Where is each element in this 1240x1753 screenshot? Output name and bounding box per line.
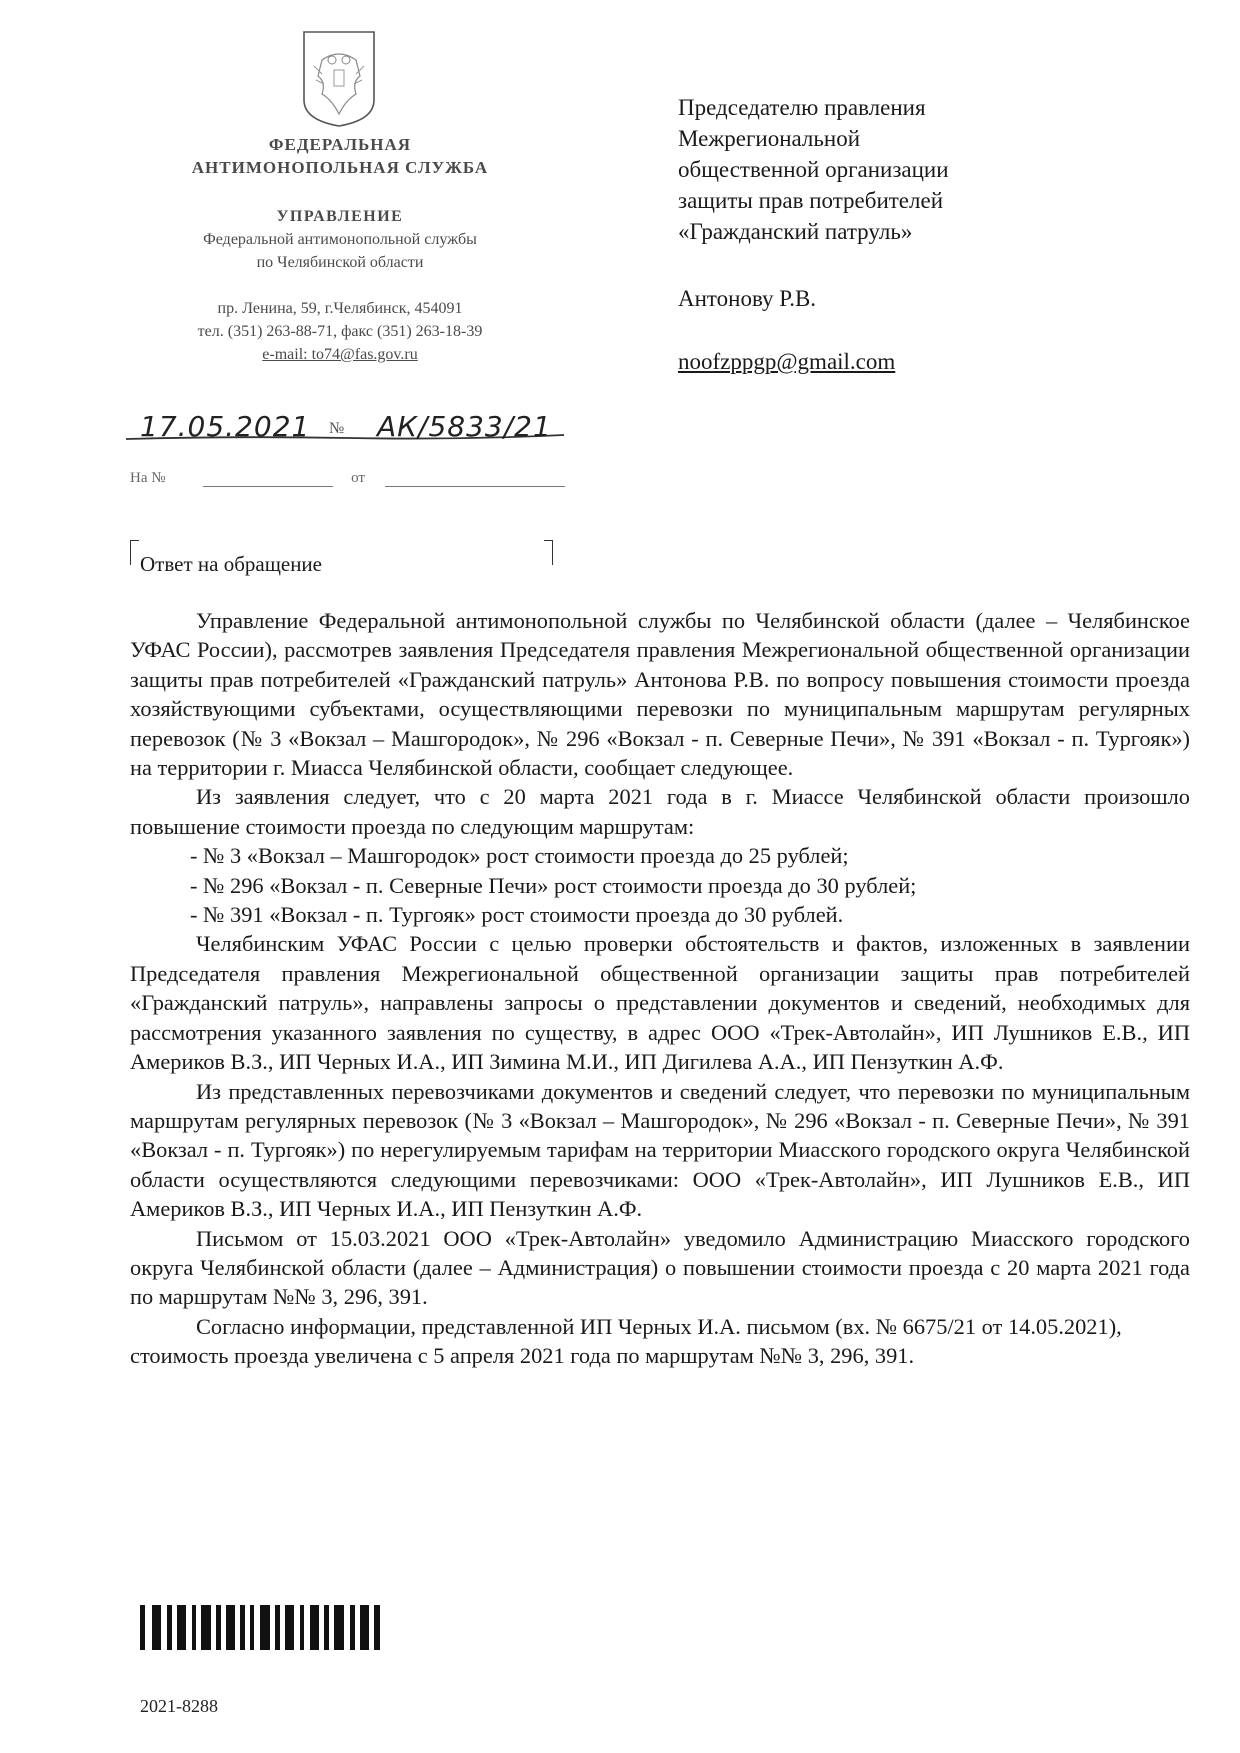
sender-dept-title: УПРАВЛЕНИЕ xyxy=(276,208,404,225)
addressee-line: защиты прав потребителей xyxy=(678,188,944,213)
coat-of-arms-emblem xyxy=(300,30,378,128)
sender-organization xyxy=(140,133,540,179)
registration-number-sign: № xyxy=(329,420,345,437)
sender-department xyxy=(140,205,540,274)
ref-number-blank xyxy=(203,472,333,487)
sender-phone: тел. (351) 263-88-71, факс (351) 263-18-39 xyxy=(197,323,483,340)
addressee-line: Председателю правления xyxy=(678,95,926,120)
ref-label: На № xyxy=(130,470,166,486)
barcode-icon xyxy=(140,1605,380,1650)
addressee-line: общественной организации xyxy=(678,157,949,182)
addressee-line: Межрегиональной xyxy=(678,126,861,151)
sender-dept-line: Федеральной антимонопольной службы xyxy=(203,231,477,248)
body-paragraph: Письмом от 15.03.2021 ООО «Трек-Автолайн» уведомило Администрацию Миасского городского округа Челябинской области (далее – Администрация) о повышении стоимости проезда с 20 марта 2021 года по маршрутам №№ 3, 296, 391. xyxy=(130,1225,1190,1310)
registration-number: АК/5833/21 xyxy=(377,410,552,443)
letter-subject: Ответ на обращение xyxy=(140,552,322,576)
addressee-name: Антонову Р.В. xyxy=(678,286,817,311)
subject-corner-right xyxy=(544,540,553,565)
sender-email: e-mail: to74@fas.gov.ru xyxy=(262,346,418,363)
body-paragraph: Согласно информации, представленной ИП Черных И.А. письмом (вх. № 6675/21 от 14.05.2021), стоимость проезда увеличена с 5 апреля 2021 года по маршрутам №№ 3, 296, 391. xyxy=(130,1313,1122,1369)
body-paragraph: Управление Федеральной антимонопольной службы по Челябинской области (далее – Челябинское УФАС России), рассмотрев заявления Председателя правления Межрегиональной общественной организации защиты прав потребителей «Гражданский патруль» Антонова Р.В. по вопросу повышения стоимости проезда хозяйствующими субъектами, осуществляющими перевозки по муниципальным маршрутам регулярных перевозок (№ 3 «Вокзал – Машгородок», № 296 «Вокзал - п. Северные Печи», № 391 «Вокзал - п. Тургояк») на территории г. Миасса Челябинской области, сообщает следующее. xyxy=(130,608,1190,781)
reference-line xyxy=(130,470,565,487)
sender-dept-line: по Челябинской области xyxy=(256,254,424,271)
ref-from-label: от xyxy=(351,470,365,486)
route-list-item: - № 3 «Вокзал – Машгородок» рост стоимости проезда до 25 рублей; xyxy=(190,843,849,869)
sender-contacts xyxy=(140,297,540,366)
sender-address: пр. Ленина, 59, г.Челябинск, 454091 xyxy=(217,300,463,317)
body-paragraph: Из представленных перевозчиками документов и сведений следует, что перевозки по муниципальным маршрутам регулярных перевозок (№ 3 «Вокзал – Машгородок», № 296 «Вокзал - п. Северные Печи», № 391 «Вокзал - п. Тургояк») по нерегулируемым тарифам на территории Миасского городского округа Челябинской области осуществляются следующими перевозчиками: ООО «Трек-Автолайн», ИП Лушников Е.В., ИП Америков В.З., ИП Черных И.А., ИП Пензуткин А.Ф. xyxy=(130,1078,1190,1222)
addressee-line: «Гражданский патруль» xyxy=(678,219,913,244)
subject-corner-left xyxy=(130,540,139,565)
addressee-title xyxy=(678,92,949,247)
sender-org-line: ФЕДЕРАЛЬНАЯ xyxy=(268,135,412,154)
route-list-item: - № 296 «Вокзал - п. Северные Печи» рост стоимости проезда до 30 рублей; xyxy=(190,872,917,898)
route-list-item: - № 391 «Вокзал - п. Тургояк» рост стоимости проезда до 30 рублей. xyxy=(190,902,844,928)
letter-body xyxy=(130,606,1190,1371)
document-id: 2021-8288 xyxy=(140,1696,218,1716)
body-paragraph: Из заявления следует, что с 20 марта 2021 года в г. Миассе Челябинской области произошло повышение стоимости проезда по следующим маршрутам: xyxy=(130,784,1190,839)
registration-date: 17.05.2021 xyxy=(140,410,311,443)
sender-org-line: АНТИМОНОПОЛЬНАЯ СЛУЖБА xyxy=(191,158,489,177)
body-paragraph: Челябинским УФАС России с целью проверки обстоятельств и фактов, изложенных в заявлении Председателя правления Межрегиональной общественной организации защиты прав потребителей «Гражданский патруль», направлены запросы о представлении документов и сведений, необходимых для рассмотрения указанного заявления по существу, в адрес ООО «Трек-Автолайн», ИП Лушников Е.В., ИП Америков В.З., ИП Черных И.А., ИП Зимина М.И., ИП Дигилева А.А., ИП Пензуткин А.Ф. xyxy=(130,931,1190,1075)
ref-date-blank xyxy=(385,472,565,487)
addressee-email-link[interactable]: noofzppgp@gmail.com xyxy=(678,349,896,374)
